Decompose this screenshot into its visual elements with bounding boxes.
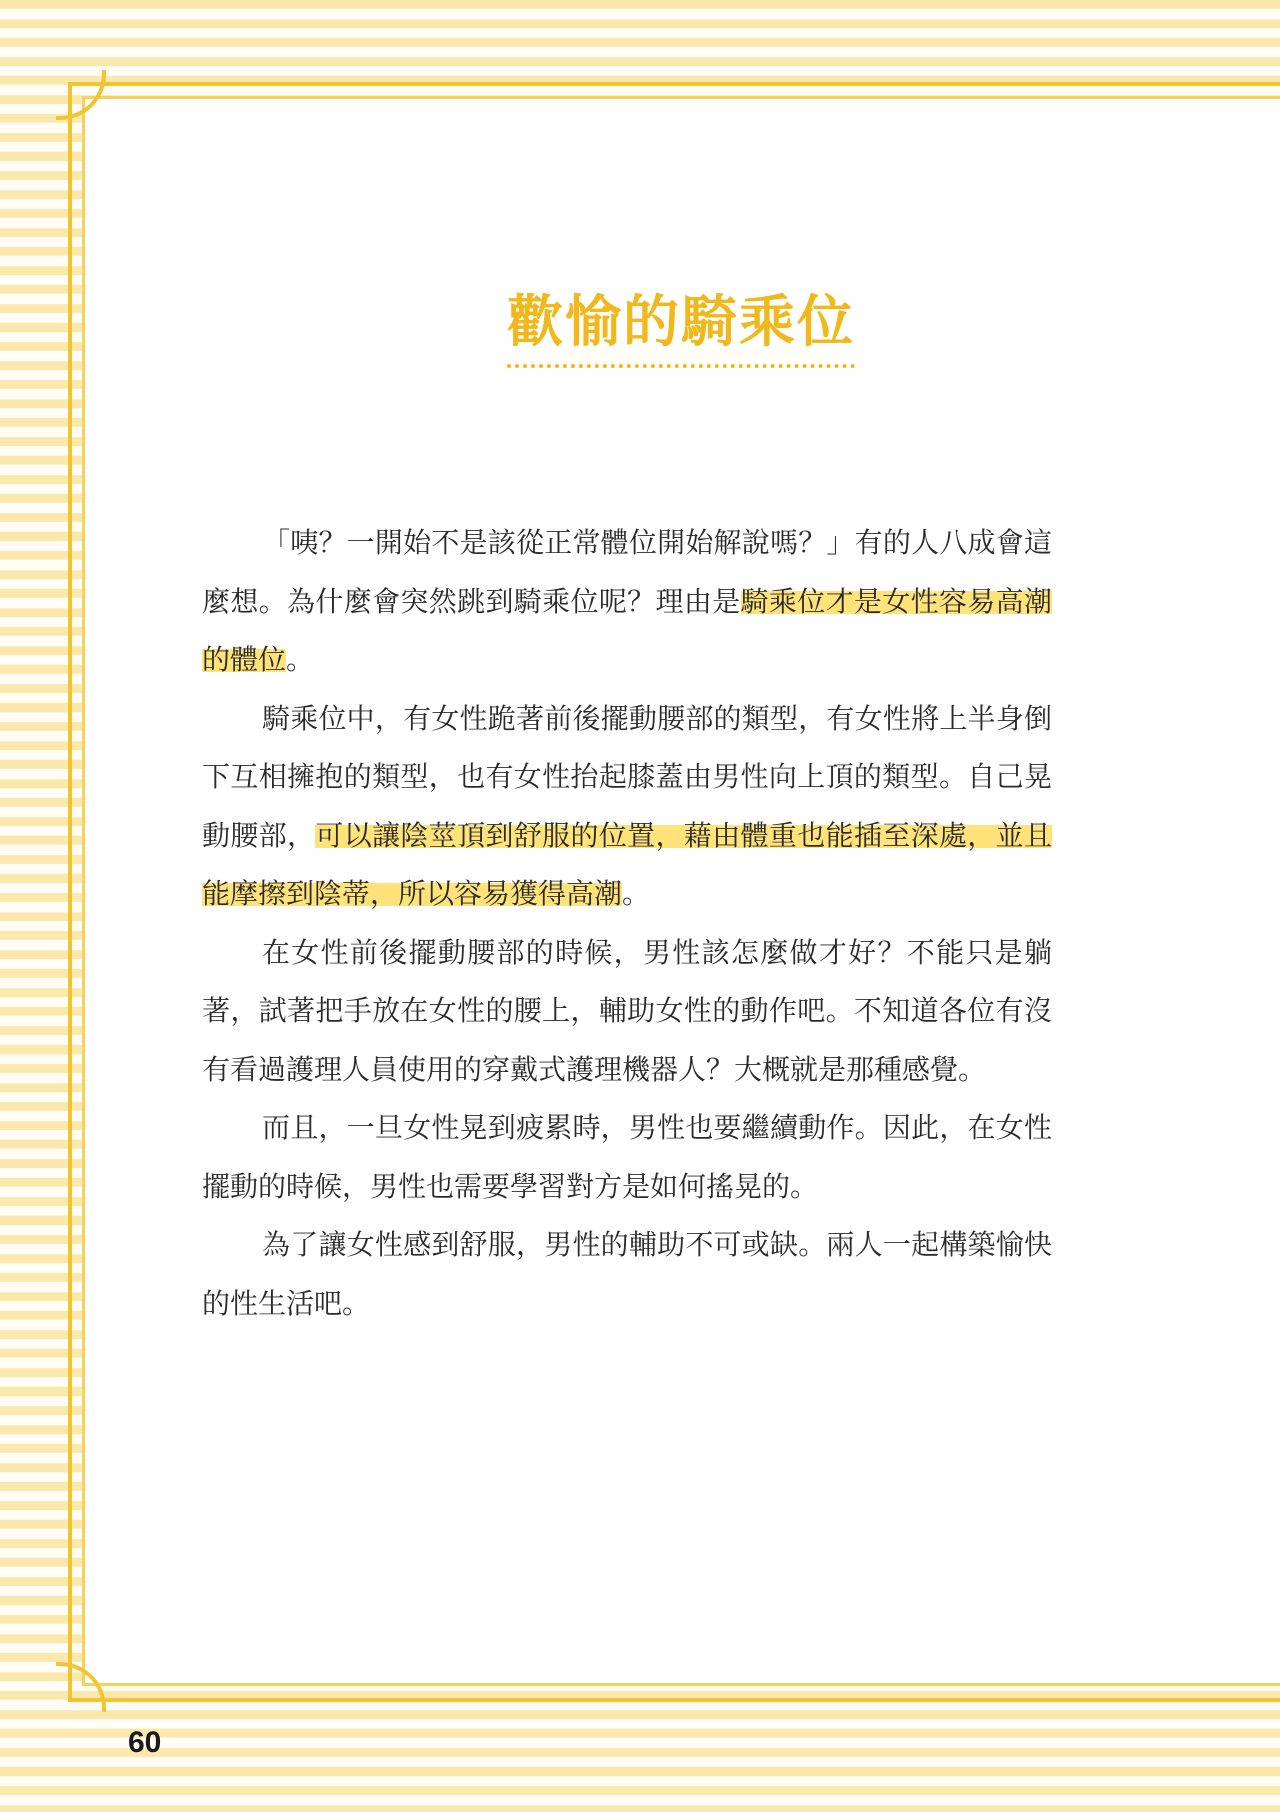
paragraph [202, 1216, 1052, 1333]
paragraph [202, 924, 1052, 1100]
paragraph-text: 在女性前後擺動腰部的時候，男性該怎麼做才好？不能只是躺著，試著把手放在女性的腰上，輔助女性的動作吧。不知道各位有沒有看過護理人員使用的穿戴式護理機器人？大概就是那種感覺。 [202, 935, 1052, 1086]
paragraph-text: 而且，一旦女性晃到疲累時，男性也要繼續動作。因此，在女性擺動的時候，男性也需要學習對方是如何搖晃的。 [202, 1111, 1052, 1203]
paragraph-text: 。 [622, 877, 651, 910]
paragraph [202, 514, 1052, 690]
paragraph-text: 「咦？一開始不是該從正常體位開始解說嗎？」有的人八成會這麼想。為什麼會突然跳到騎乘位呢？理由是 [202, 526, 1052, 618]
highlighted-text: 可以讓陰莖頂到舒服的位置，藉由體重也能插至深處，並且能摩擦到陰蒂，所以容易獲得高潮 [202, 818, 1052, 910]
body-text [202, 514, 1052, 1333]
page-content [82, 96, 1280, 1680]
title-container [82, 292, 1280, 368]
paragraph [202, 1099, 1052, 1216]
paragraph-text: 騎乘位中，有女性跪著前後擺動腰部的類型，有女性將上半身倒下互相擁抱的類型，也有女性抬起膝蓋由男性向上頂的類型。自己晃動腰部， [202, 701, 1052, 852]
paragraph-text: 為了讓女性感到舒服，男性的輔助不可或缺。兩人一起構築愉快的性生活吧。 [202, 1228, 1052, 1320]
paragraph [202, 690, 1052, 924]
paragraph-text: 。 [286, 643, 315, 676]
highlighted-text: 騎乘位才是女性容易高潮的體位 [202, 584, 1052, 676]
page-title: 歡愉的騎乘位 [507, 292, 855, 368]
page-number: 60 [128, 1726, 162, 1759]
